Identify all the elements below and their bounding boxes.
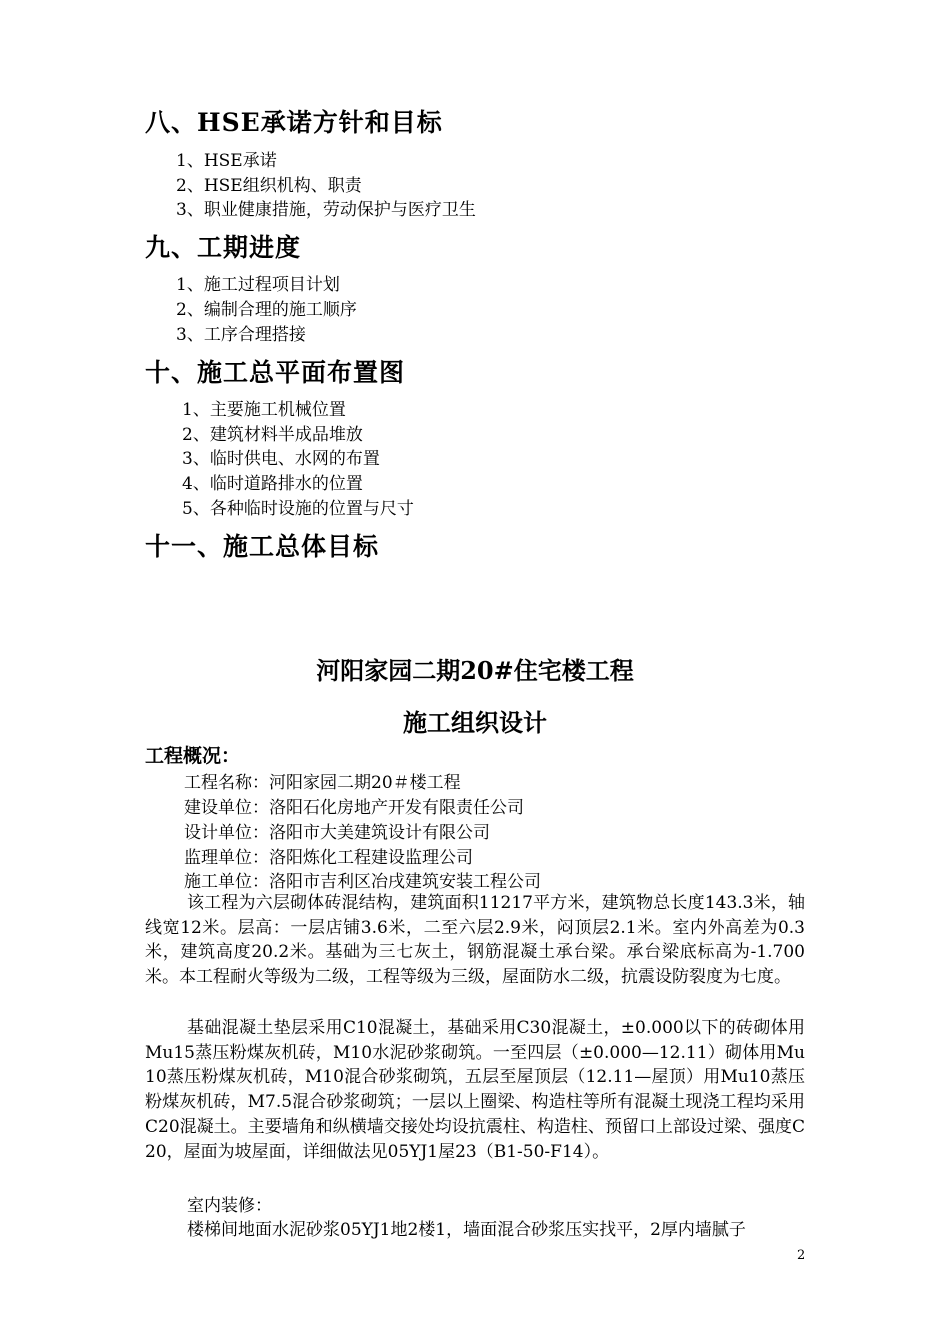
project-title: 河阳家园二期20#住宅楼工程: [316, 656, 634, 685]
list-item: 4、临时道路排水的位置: [182, 474, 363, 494]
list-item: 1、施工过程项目计划: [176, 275, 340, 295]
page-number: 2: [797, 1248, 806, 1263]
list-item: 2、HSE组织机构、职责: [176, 176, 362, 196]
list-item: 5、各种临时设施的位置与尺寸: [182, 499, 414, 519]
client-unit: 建设单位：洛阳石化房地产开发有限责任公司: [184, 798, 524, 818]
interior-text: 楼梯间地面水泥砂浆05YJ1地2楼1，墙面混合砂浆压实找平，2厚内墙腻子: [187, 1220, 746, 1240]
construction-unit: 施工单位：洛阳市吉利区冶戌建筑安装工程公司: [184, 872, 541, 892]
section-heading: 十一、施工总体目标: [145, 532, 380, 561]
overview-heading: 工程概况：: [145, 745, 241, 767]
list-item: 3、职业健康措施，劳动保护与医疗卫生: [176, 200, 476, 220]
section-heading: 八、HSE承诺方针和目标: [145, 108, 443, 137]
project-subtitle: 施工组织设计: [403, 708, 547, 737]
list-item: 3、临时供电、水网的布置: [182, 449, 380, 469]
interior-label: 室内装修：: [187, 1196, 272, 1216]
list-item: 1、HSE承诺: [176, 151, 277, 171]
supervision-unit: 监理单位：洛阳炼化工程建设监理公司: [184, 848, 473, 868]
list-item: 2、编制合理的施工顺序: [176, 300, 357, 320]
overview-paragraph-materials: 基础混凝土垫层采用C10混凝土，基础采用C30混凝土，±0.000以下的砖砌体用Mu15蒸压粉煤灰机砖，M10水泥砂浆砌筑。一至四层（±0.000—12.11）砌体用Mu10蒸压粉煤灰机砖，M10混合砂浆砌筑，五层至屋顶层（12.11—屋顶）用Mu10蒸压粉煤灰机砖，M7.5混合砂浆砌筑；一层以上圈梁、构造柱等所有混凝土现浇工程均采用C20混凝土。主要墙角和纵横墙交接处均设抗震柱、构造柱、预留口上部设过梁、强度C20，屋面为坡屋面，详细做法见05YJ1屋23（B1-50-F14）。: [145, 1018, 805, 1162]
project-name: 工程名称：河阳家园二期20＃楼工程: [184, 773, 461, 793]
list-item: 2、建筑材料半成品堆放: [182, 425, 363, 445]
section-heading: 十、施工总平面布置图: [145, 358, 406, 387]
design-unit: 设计单位：洛阳市大美建筑设计有限公司: [184, 823, 490, 843]
section-heading: 九、工期进度: [145, 233, 302, 262]
list-item: 3、工序合理搭接: [176, 325, 306, 345]
overview-paragraph-structure: 该工程为六层砌体砖混结构，建筑面积11217平方米，建筑物总长度143.3米，轴线宽12米。层高：一层店铺3.6米，二至六层2.9米，闷顶层2.1米。室内外高差为0.3米，建筑高度20.2米。基础为三七灰土，钢筋混凝土承台梁。承台梁底标高为-1.700米。本工程耐火等级为二级，工程等级为三级，屋面防水二级，抗震设防裂度为七度。: [145, 893, 805, 988]
list-item: 1、主要施工机械位置: [182, 400, 346, 420]
